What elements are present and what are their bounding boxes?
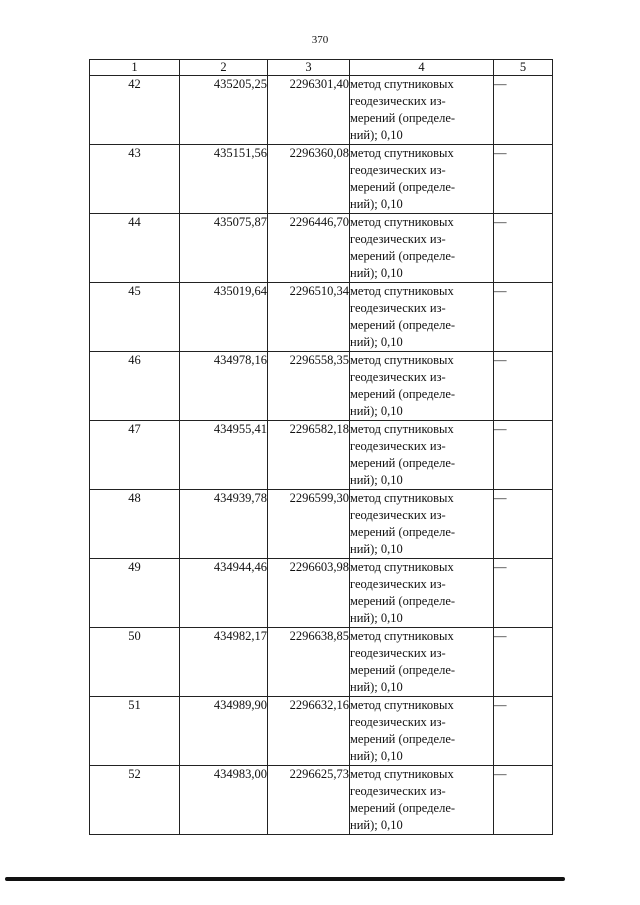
method-cell: метод спутниковых геодезических из- мерений (определе- ний); 0,10 [350, 76, 494, 145]
table-row [90, 628, 553, 697]
y-coordinate-cell: 2296446,70 [268, 214, 350, 283]
point-number-cell: 48 [90, 490, 180, 559]
x-coordinate-cell: 435205,25 [180, 76, 268, 145]
y-coordinate-cell: 2296582,18 [268, 421, 350, 490]
table-row [90, 559, 553, 628]
table-row [90, 214, 553, 283]
note-cell: — [494, 766, 553, 835]
note-cell: — [494, 283, 553, 352]
method-cell: метод спутниковых геодезических из- мерений (определе- ний); 0,10 [350, 145, 494, 214]
table-row [90, 145, 553, 214]
x-coordinate-cell: 434982,17 [180, 628, 268, 697]
method-cell: метод спутниковых геодезических из- мерений (определе- ний); 0,10 [350, 214, 494, 283]
method-cell: метод спутниковых геодезических из- мерений (определе- ний); 0,10 [350, 283, 494, 352]
method-cell: метод спутниковых геодезических из- мерений (определе- ний); 0,10 [350, 766, 494, 835]
column-header: 4 [350, 60, 494, 76]
point-number-cell: 51 [90, 697, 180, 766]
coordinates-table [89, 59, 553, 835]
x-coordinate-cell: 434989,90 [180, 697, 268, 766]
x-coordinate-cell: 434944,46 [180, 559, 268, 628]
method-cell: метод спутниковых геодезических из- мерений (определе- ний); 0,10 [350, 421, 494, 490]
x-coordinate-cell: 435019,64 [180, 283, 268, 352]
y-coordinate-cell: 2296599,30 [268, 490, 350, 559]
y-coordinate-cell: 2296603,98 [268, 559, 350, 628]
table-header-row [90, 60, 553, 76]
note-cell: — [494, 490, 553, 559]
bottom-rule [5, 877, 565, 881]
method-cell: метод спутниковых геодезических из- мерений (определе- ний); 0,10 [350, 697, 494, 766]
note-cell: — [494, 421, 553, 490]
point-number-cell: 42 [90, 76, 180, 145]
point-number-cell: 47 [90, 421, 180, 490]
method-cell: метод спутниковых геодезических из- мерений (определе- ний); 0,10 [350, 490, 494, 559]
column-header: 5 [494, 60, 553, 76]
note-cell: — [494, 628, 553, 697]
y-coordinate-cell: 2296625,73 [268, 766, 350, 835]
x-coordinate-cell: 434983,00 [180, 766, 268, 835]
note-cell: — [494, 214, 553, 283]
table-row [90, 283, 553, 352]
method-cell: метод спутниковых геодезических из- мерений (определе- ний); 0,10 [350, 559, 494, 628]
column-header: 2 [180, 60, 268, 76]
point-number-cell: 45 [90, 283, 180, 352]
x-coordinate-cell: 434978,16 [180, 352, 268, 421]
y-coordinate-cell: 2296301,40 [268, 76, 350, 145]
page-number: 370 [311, 34, 329, 46]
note-cell: — [494, 145, 553, 214]
point-number-cell: 52 [90, 766, 180, 835]
table-row [90, 76, 553, 145]
note-cell: — [494, 352, 553, 421]
method-cell: метод спутниковых геодезических из- мерений (определе- ний); 0,10 [350, 352, 494, 421]
column-header: 1 [90, 60, 180, 76]
point-number-cell: 49 [90, 559, 180, 628]
x-coordinate-cell: 435075,87 [180, 214, 268, 283]
y-coordinate-cell: 2296360,08 [268, 145, 350, 214]
y-coordinate-cell: 2296558,35 [268, 352, 350, 421]
note-cell: — [494, 559, 553, 628]
x-coordinate-cell: 435151,56 [180, 145, 268, 214]
table-row [90, 697, 553, 766]
y-coordinate-cell: 2296632,16 [268, 697, 350, 766]
point-number-cell: 44 [90, 214, 180, 283]
y-coordinate-cell: 2296638,85 [268, 628, 350, 697]
y-coordinate-cell: 2296510,34 [268, 283, 350, 352]
column-header: 3 [268, 60, 350, 76]
note-cell: — [494, 76, 553, 145]
point-number-cell: 46 [90, 352, 180, 421]
table-row [90, 421, 553, 490]
table-row [90, 766, 553, 835]
x-coordinate-cell: 434939,78 [180, 490, 268, 559]
x-coordinate-cell: 434955,41 [180, 421, 268, 490]
note-cell: — [494, 697, 553, 766]
point-number-cell: 43 [90, 145, 180, 214]
table-row [90, 352, 553, 421]
point-number-cell: 50 [90, 628, 180, 697]
method-cell: метод спутниковых геодезических из- мерений (определе- ний); 0,10 [350, 628, 494, 697]
table-row [90, 490, 553, 559]
